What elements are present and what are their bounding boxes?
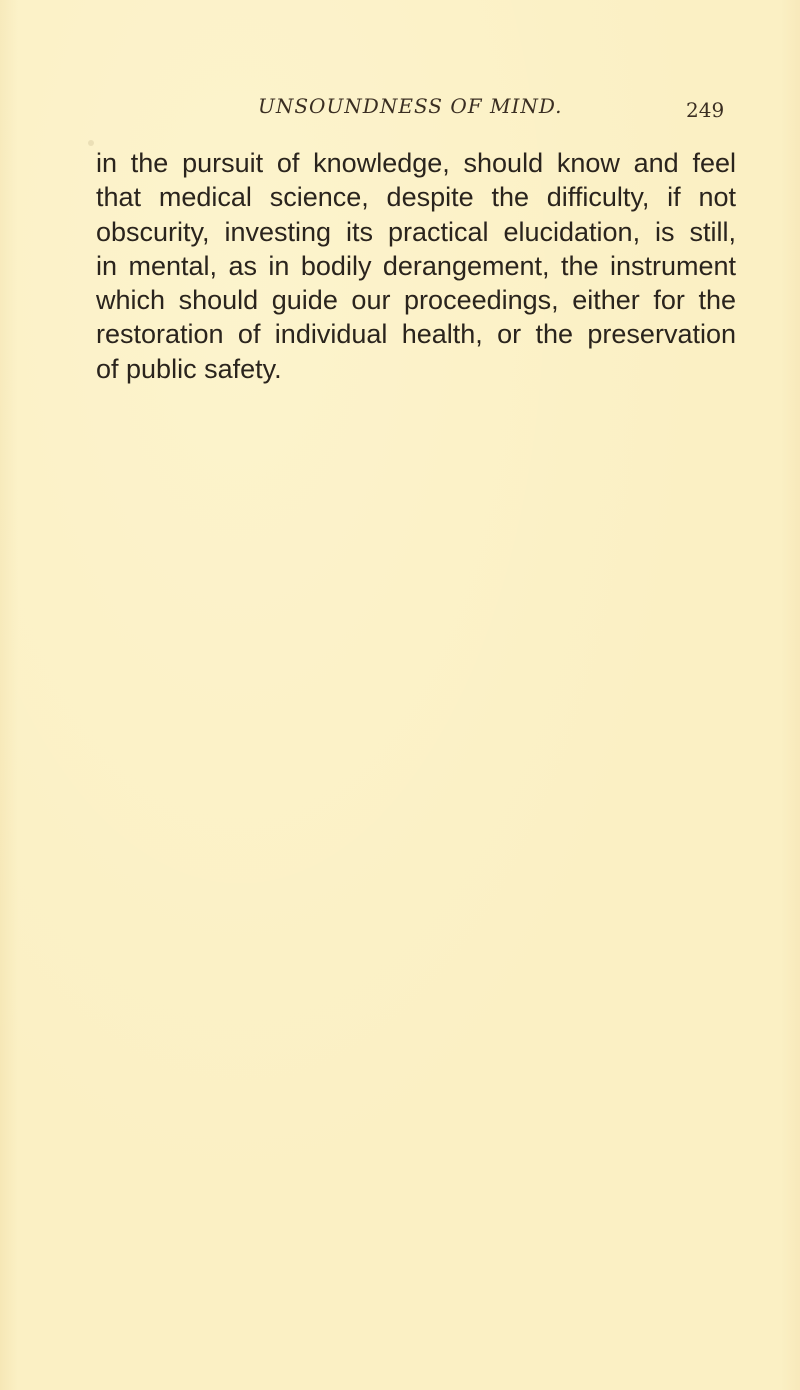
text-line: that medical science, despite the difficulty, if not <box>96 182 736 213</box>
running-head-title: UNSOUNDNESS OF MIND. <box>258 94 563 118</box>
page-number: 249 <box>686 98 725 122</box>
text-line: in mental, as in bodily derangement, the instrument <box>96 250 736 281</box>
body-paragraph <box>96 146 736 386</box>
text-line: obscurity, investing its practical elucidation, is still, <box>96 216 736 247</box>
text-line: in the pursuit of knowledge, should know and feel <box>96 148 736 178</box>
running-head <box>0 94 800 124</box>
paper-spot <box>88 140 94 146</box>
text-line: of public safety. <box>96 353 282 384</box>
text-line: restoration of individual health, or the preservation <box>96 319 736 350</box>
text-line: which should guide our proceedings, either for the <box>96 285 736 316</box>
